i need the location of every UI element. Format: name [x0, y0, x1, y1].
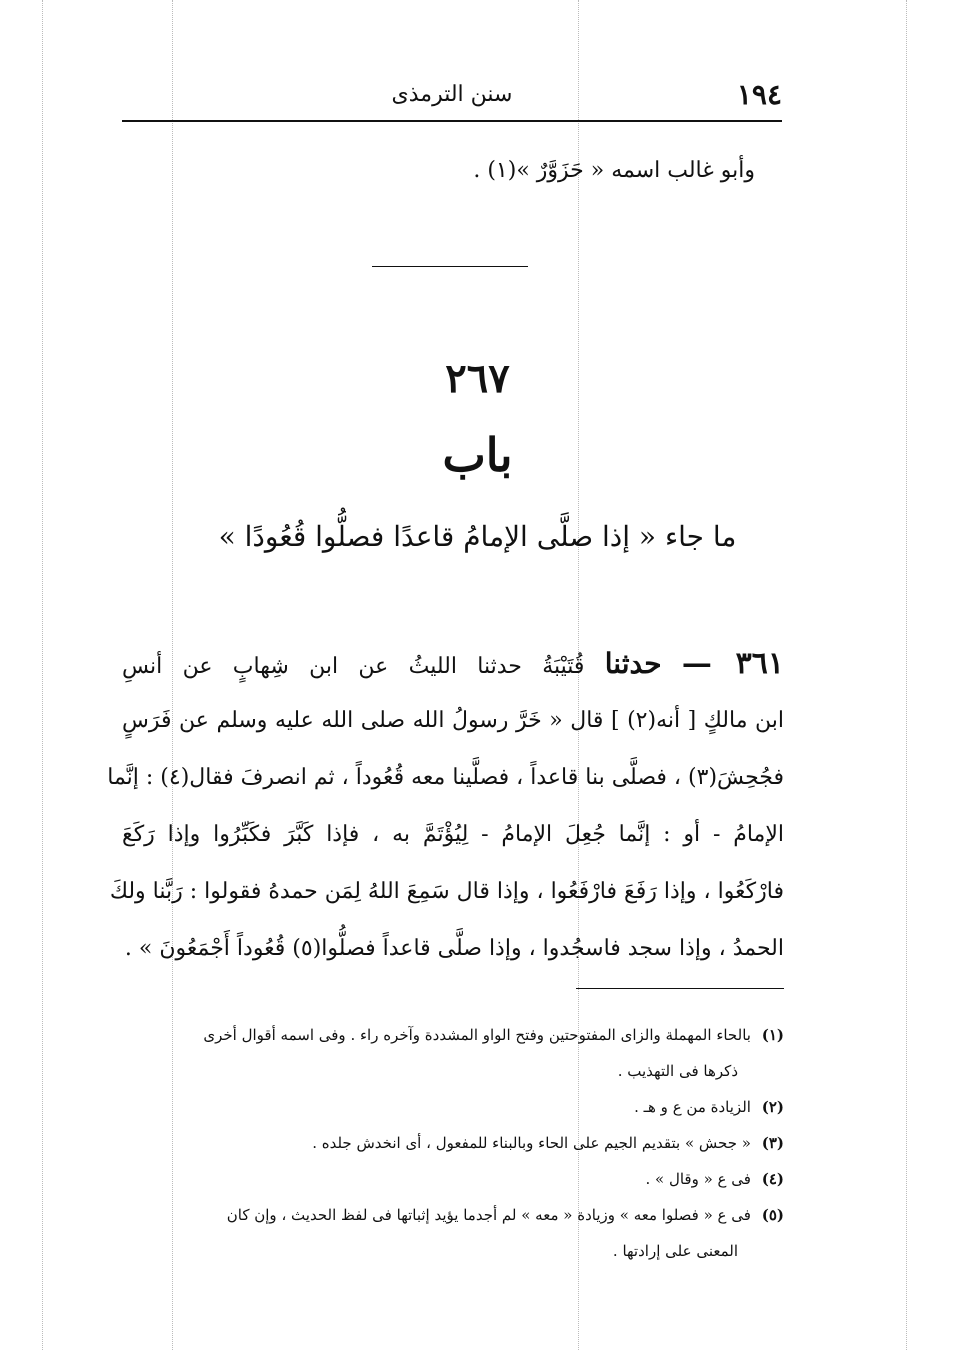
- footnote-text: الزيادة من ع و هـ .: [634, 1098, 751, 1116]
- footnote-text: فى ع « وقال » .: [645, 1170, 751, 1188]
- hadith-line: الإمامُ - أو : إنَّما جُعِلَ الإمامُ - لِيُؤْتَمَّ به ، فإذا كَبَّرَ فكَبِّرُوا وإذا رَكَعَ: [122, 822, 784, 847]
- chapter-heading: باب: [442, 428, 513, 482]
- footnote: [116, 1092, 784, 1122]
- page-header: [122, 70, 782, 122]
- header-rule: [122, 120, 782, 122]
- hadith-text: [107, 635, 784, 977]
- hadith-line: فارْكَعُوا ، وإذا رَفَعَ فارْفَعُوا ، وإذا قال سَمِعَ اللهُ لِمَن حمدهُ فقولوا : رَبَّنا ولكَ: [109, 879, 784, 904]
- footnote-mark: (٥): [761, 1206, 784, 1224]
- hadith-line: [122, 635, 784, 692]
- running-title: سنن الترمذى: [391, 82, 513, 107]
- scan-guide-line: [42, 0, 43, 1350]
- footnote-mark: (٢): [761, 1098, 784, 1116]
- footnote: [116, 1128, 784, 1158]
- footnote-mark: (٤): [761, 1170, 784, 1188]
- footnote: [116, 1164, 784, 1194]
- footnote: [116, 1020, 784, 1050]
- chapter-number: ٢٦٧: [445, 355, 510, 402]
- footnote-text: « جحش » بتقديم الجيم على الحاء وبالبناء للمفعول ، أى انخدش جلده .: [312, 1134, 751, 1152]
- footnotes: [116, 1020, 784, 1272]
- section-divider: [372, 266, 528, 267]
- page-number: ١٩٤: [736, 78, 782, 111]
- chapter-title: ما جاء « إذا صلَّى الإمامُ قاعدًا فصلُّوا قُعُودًا »: [218, 520, 737, 553]
- hadith-line: الحمدُ ، وإذا سجد فاسجُدوا ، وإذا صلَّى قاعداً فصلُّوا(٥) قُعُوداً أَجْمَعُونَ » .: [124, 936, 784, 961]
- footnote-mark: (٣): [761, 1134, 784, 1152]
- footnote-separator: [576, 988, 784, 989]
- footnote-continuation: ذكرها فى التهذيب .: [617, 1062, 738, 1080]
- carry-over-text: وأبو غالب اسمه « حَزَوَّرٌ »(١) .: [473, 158, 755, 183]
- hadith-line: ابن مالكٍ [ أنه(٢) ] قال « خَرَّ رسولُ الله صلى الله عليه وسلم عن فَرَسٍ: [122, 708, 784, 733]
- haddathana-word: حدثنا: [604, 647, 662, 680]
- scan-guide-line: [906, 0, 907, 1350]
- hadith-number: ٣٦١ —: [681, 646, 784, 681]
- footnote: [116, 1200, 784, 1230]
- footnote-text: فى ع « فصلوا معه » وزيادة « معه » لم أجدما يؤيد إثباتها فى لفظ الحديث ، وإن كان: [226, 1206, 751, 1224]
- hadith-line-text: قُتَيْبَةُ حدثنا الليثُ عن ابن شِهابٍ عن أنسِ: [122, 654, 585, 679]
- hadith-line: فجُحِشَ(٣) ، فصلَّى بنا قاعداً ، فصلَّينا معه قُعُوداً ، ثم انصرفَ فقال(٤) : إنَّما: [107, 765, 784, 790]
- footnote-continuation: المعنى على إرادتها .: [612, 1242, 738, 1260]
- footnote-mark: (١): [761, 1026, 784, 1044]
- footnote-text: بالحاء المهملة والزاى المفتوحتين وفتح الواو المشددة وآخره راء . وفى اسمه أقوال أخرى: [203, 1026, 751, 1044]
